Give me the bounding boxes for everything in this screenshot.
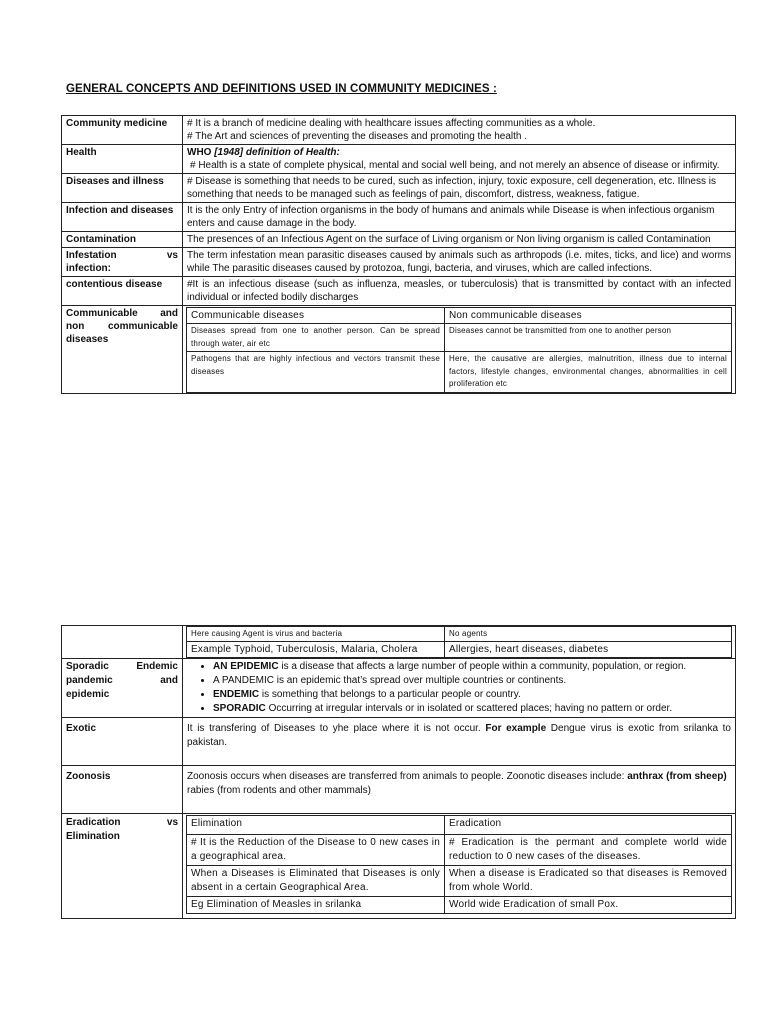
comparison-table: [186, 307, 732, 393]
table-row: [62, 718, 736, 766]
row-content: [183, 145, 736, 174]
table-row: [62, 232, 736, 248]
list-item: • ENDEMIC is something that belongs to a particular people or country.: [213, 688, 731, 702]
table-row: [187, 835, 732, 866]
comparison-table-continued: [186, 626, 732, 658]
row-label: Exotic: [62, 718, 183, 766]
definitions-table-continued: [61, 625, 736, 919]
column-header: Elimination: [187, 816, 445, 835]
row-content: [183, 116, 736, 145]
row-label: Communicable and non communicable diseases: [62, 306, 183, 394]
row-content: [183, 659, 736, 718]
row-label: Community medicine: [62, 116, 183, 145]
table-header-row: [187, 816, 732, 835]
row-label: Infestation vs infection:: [62, 248, 183, 277]
definition-line: # It is a branch of medicine dealing with healthcare issues affecting communities as a whole.: [187, 118, 596, 129]
table-cell: Allergies, heart diseases, diabetes: [445, 642, 732, 658]
column-header: Non communicable diseases: [445, 308, 732, 324]
who-prefix: WHO: [187, 147, 215, 158]
table-row: [187, 897, 732, 914]
table-row: [187, 627, 732, 642]
definition-text: The term infestation mean parasitic diseases caused by animals such as arthropods (i.e. mites, ticks, and lice) and worms while The parasitic diseases caused by protozoa, fungi, bacteria, and viruses, which are called infections.: [183, 248, 736, 277]
row-label: Eradication vs Elimination: [62, 814, 183, 919]
table-cell: No agents: [445, 627, 732, 642]
table-cell: When a disease is Eradicated so that diseases is Removed from whole World.: [445, 866, 732, 897]
row-content: [183, 306, 736, 394]
row-content: [183, 814, 736, 919]
row-content: [183, 626, 736, 659]
table-cell: When a Diseases is Eliminated that Diseases is only absent in a certain Geographical Area.: [187, 866, 445, 897]
row-label: Contamination: [62, 232, 183, 248]
table-cell: Diseases spread from one to another person. Can be spread through water, air etc: [187, 324, 445, 352]
row-label: Diseases and illness: [62, 174, 183, 203]
table-row: [187, 352, 732, 393]
row-label: contentious disease: [62, 277, 183, 306]
definition-text: # Disease is something that needs to be cured, such as infection, injury, toxic exposure, cell degeneration, etc. Illness is something that needs to be managed such as feelings of pain, discomfort, distress, weakness, fatigue.: [183, 174, 736, 203]
table-row: [62, 766, 736, 814]
table-cell: # Eradication is the permant and complete world wide reduction to 0 new cases of the diseases.: [445, 835, 732, 866]
table-row: [62, 277, 736, 306]
page-title: GENERAL CONCEPTS AND DEFINITIONS USED IN COMMUNITY MEDICINES :: [66, 83, 497, 95]
table-cell: Here causing Agent is virus and bacteria: [187, 627, 445, 642]
table-row: [62, 174, 736, 203]
table-row: [62, 116, 736, 145]
epidemic-definitions-list: [187, 660, 731, 716]
who-heading: [187, 146, 731, 159]
table-row: [62, 248, 736, 277]
table-cell: Here, the causative are allergies, malnutrition, illness due to internal factors, lifestyle changes, environmental changes, abnormalities in cell proliferation etc: [445, 352, 732, 393]
table-row: [62, 145, 736, 174]
table-row: [62, 203, 736, 232]
definition-text: Zoonosis occurs when diseases are transferred from animals to people. Zoonotic diseases include: anthrax (from sheep) rabies (from rodents and other mammals): [183, 766, 736, 814]
row-label: Sporadic Endemic pandemic and epidemic: [62, 659, 183, 718]
table-cell: Pathogens that are highly infectious and vectors transmit these diseases: [187, 352, 445, 393]
table-row: [62, 814, 736, 919]
row-label: Zoonosis: [62, 766, 183, 814]
definition-text: It is the only Entry of infection organisms in the body of humans and animals while Disease is when infectious organism enters and cause damage in the body.: [183, 203, 736, 232]
table-cell: Example Typhoid, Tuberculosis, Malaria, Cholera: [187, 642, 445, 658]
table-row: [187, 866, 732, 897]
definitions-table: [61, 115, 736, 394]
table-row: [62, 659, 736, 718]
list-item: • AN EPIDEMIC is a disease that affects a large number of people within a community, population, or region.: [213, 660, 731, 674]
elimination-eradication-table: [186, 815, 732, 914]
table-cell: Eg Elimination of Measles in srilanka: [187, 897, 445, 914]
definition-text: # Health is a state of complete physical, mental and social well being, and not merely an absence of disease or infirmity.: [190, 160, 720, 171]
definition-line: # The Art and sciences of preventing the diseases and promoting the health .: [187, 131, 528, 142]
row-label: [62, 626, 183, 659]
definition-text: The presences of an Infectious Agent on the surface of Living organism or Non living organism is called Contamination: [183, 232, 736, 248]
row-label: Infection and diseases: [62, 203, 183, 232]
table-row: [62, 626, 736, 659]
column-header: Eradication: [445, 816, 732, 835]
table-row: [62, 306, 736, 394]
row-label: Health: [62, 145, 183, 174]
table-cell: # It is the Reduction of the Disease to 0 new cases in a geographical area.: [187, 835, 445, 866]
who-definition: [1948] definition of Health:: [214, 147, 340, 158]
list-item: • A PANDEMIC is an epidemic that’s spread over multiple countries or continents.: [213, 674, 731, 688]
table-row: [187, 324, 732, 352]
table-header-row: [187, 308, 732, 324]
column-header: Communicable diseases: [187, 308, 445, 324]
table-row: [187, 642, 732, 658]
definition-text: It is transfering of Diseases to yhe place where it is not occur. For example Dengue virus is exotic from srilanka to pakistan.: [183, 718, 736, 766]
list-item: • SPORADIC Occurring at irregular intervals or in isolated or scattered places; having no pattern or order.: [213, 702, 731, 716]
table-cell: Diseases cannot be transmitted from one to another person: [445, 324, 732, 352]
table-cell: World wide Eradication of small Pox.: [445, 897, 732, 914]
definition-text: #It is an infectious disease (such as influenza, measles, or tuberculosis) that is transmitted by contact with an infected individual or infected bodily discharges: [183, 277, 736, 306]
